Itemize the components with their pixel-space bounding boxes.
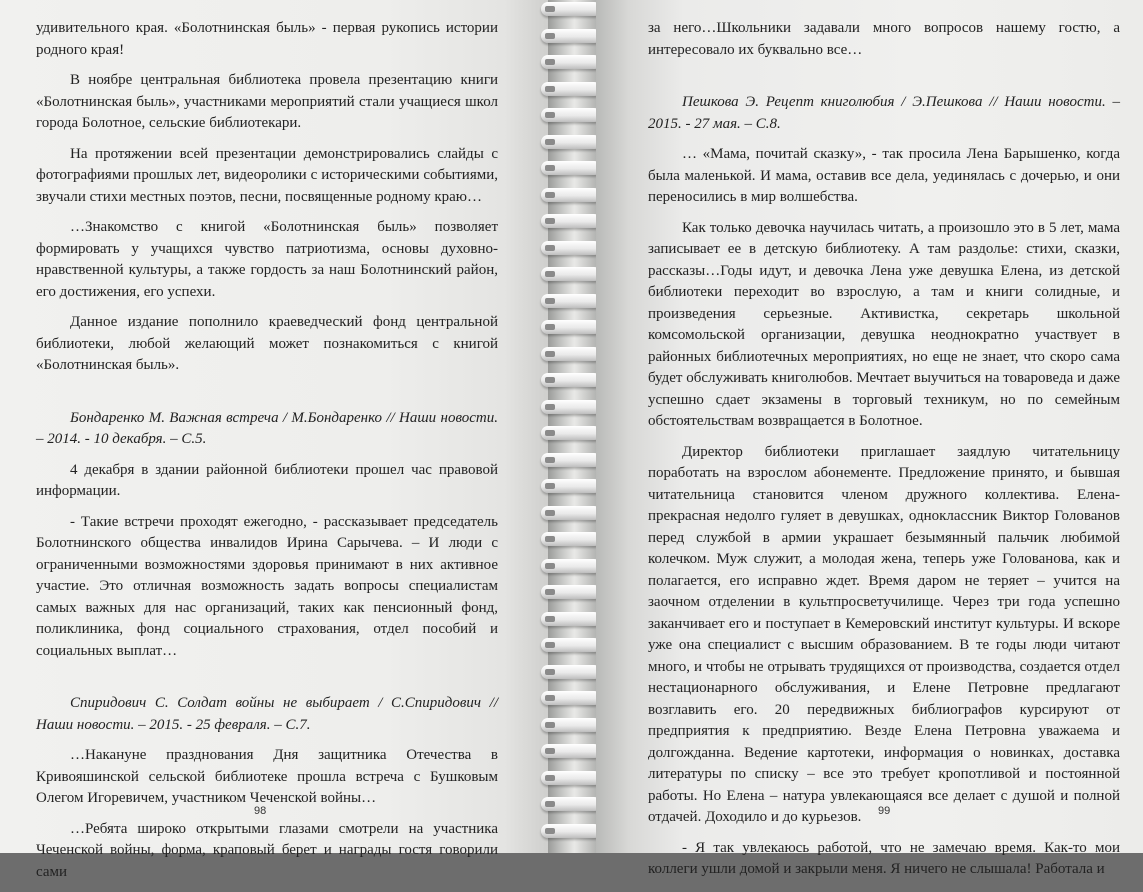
binding-ring (541, 453, 601, 467)
left-page (0, 0, 548, 880)
left-page-text (36, 18, 498, 892)
binding-ring (541, 744, 601, 758)
paragraph: 4 декабря в здании районной библиотеки прошел час правовой информации. (36, 461, 498, 499)
binding-ring (541, 55, 601, 69)
binding-ring (541, 400, 601, 414)
page-number: 99 (878, 805, 891, 817)
paragraph: за него…Школьники задавали много вопросов нашему гостю, а интересовало их буквально все… (648, 20, 1120, 58)
paragraph: …Ребята широко открытыми глазами смотрели на участника Чеченской войны, форма, краповый берет и награды гостя говорили сами (36, 820, 498, 880)
paragraph: удивительного края. «Болотнинская быль» - первая рукопись истории родного края! (36, 20, 498, 58)
right-page (596, 0, 1143, 877)
paragraph: Директор библиотеки приглашает заядлую читательницу поработать на взрослом абонементе. Предложение принято, и бывшая читательница становится членом дружного коллектива. Елена-прекрасная недолго гуляет в девушках, одноклассник Виктор Голованов перед службой в армии украшает безымянный пальчик любимой колечком. Муж служит, а молодая жена, теперь уже Голованова, как и полагается, его исправно ждет. Время даром не теряет – учится на заочном отделении в культпросветучилище. Через три года успешно заканчивает его и поступает в Кемеровский институт культуры. И вскоре уже она специалист с высшим образованием. В те годы люди читают много, и чтобы не отрывать трудящихся от производства, создается отдел нестационарного обслуживания, и Елене Петровне предлагают возглавить его. 20 передвижных библиографов курсируют от предприятия к предприятию. Везде Елена Петровна уважаема и долгожданна. Ведение картотеки, информация о новинках, доставка литературы по списку – все это требует кропотливой и постоянной работы. Но Елена – натура увлекающаяся все делает с душой и полной отдачей. Доходило и до курьезов. (648, 443, 1120, 825)
binding-ring (541, 426, 601, 440)
binding-ring (541, 797, 601, 811)
paragraph: …Знакомство с книгой «Болотнинская быль» позволяет формировать у учащихся чувство патриотизма, основы духовно-нравственной культуры, а также гордость за наш Болотнинский район, его достижения, его успехи. (36, 219, 498, 300)
binding-ring (541, 506, 601, 520)
binding-ring (541, 612, 601, 626)
binding-ring (541, 267, 601, 281)
paragraph: …Накануне празднования Дня защитника Отечества в Кривояшинской сельской библиотеке прошла встреча с Бушковым Олегом Игоревичем, участником Чеченской войны… (36, 747, 498, 806)
binding-ring (541, 718, 601, 732)
binding-ring (541, 638, 601, 652)
right-page-text (648, 18, 1120, 890)
paragraph: Как только девочка научилась читать, а произошло это в 5 лет, мама записывает ее в детскую библиотеку. А там раздолье: стихи, сказки, рассказы…Годы идут, и девочка Лена уже девушка Елена, из детской библиотеки переходит во взрослую, а там и книги солидные, и произведения серьезные. Активистка, секретарь школьной комсомольской организации, девушка неоднократно участвует в районных библиотечных мероприятиях, но еще не знает, что скоро сама будет обслуживать книголюбов. Мечтает выучиться на товароведа и даже успешно сдает экзамены в торговый техникум, но по семейным обстоятельствам возвращается в Болотное. (648, 219, 1120, 429)
binding-ring (541, 691, 601, 705)
binding-ring (541, 29, 601, 43)
binding-ring (541, 824, 601, 838)
binding-ring (541, 771, 601, 785)
citation: Пешкова Э. Рецепт книголюбия / Э.Пешкова // Наши новости. – 2015. - 27 мая. – С.8. (648, 94, 1120, 132)
binding-ring (541, 559, 601, 573)
binding-ring (541, 214, 601, 228)
paragraph: В ноябре центральная библиотека провела презентацию книги «Болотнинская быль», участниками мероприятий стали учащиеся школ города Болотное, сельские библиотекари. (36, 72, 498, 131)
binding-ring (541, 294, 601, 308)
binding-ring (541, 532, 601, 546)
binding-ring (541, 665, 601, 679)
paragraph: - Я так увлекаюсь работой, что не замечаю время. Как-то мои коллеги ушли домой и закрыли меня. Я ничего не слышала! Работала и (648, 839, 1120, 877)
binding-ring (541, 585, 601, 599)
paragraph: … «Мама, почитай сказку», - так просила Лена Барышенко, когда была маленькой. И мама, оставив все дела, уединялась с дочерью, и они переносились в мир волшебства. (648, 146, 1120, 205)
binding-ring (541, 347, 601, 361)
paragraph: - Такие встречи проходят ежегодно, - рассказывает председатель Болотнинского общества инвалидов Ирина Сарычева. – И люди с ограниченными возможностями здоровья принимают в них активное участие. Это отличная возможность задать вопросы специалистам самых важных для нас организаций, таких как пенсионный фонд, поликлиника, фонд социального страхования, отдел пособий и социальных выплат… (36, 513, 498, 659)
binding-ring (541, 188, 601, 202)
page-number: 98 (254, 805, 267, 817)
paragraph: Данное издание пополнило краеведческий фонд центральной библиотеки, любой желающий может познакомиться с книгой «Болотнинская быль». (36, 314, 498, 373)
paragraph: На протяжении всей презентации демонстрировались слайды с фотографиями прошлых лет, видеоролики с историческими событиями, звучали стихи местных поэтов, песни, посвященные родному краю… (36, 145, 498, 205)
binding-ring (541, 373, 601, 387)
binding-ring (541, 82, 601, 96)
binding-ring (541, 320, 601, 334)
citation: Спиридович С. Солдат войны не выбирает / С.Спиридович // Наши новости. – 2015. - 25 февраля. – С.7. (36, 695, 498, 733)
binding-ring (541, 161, 601, 175)
binding-ring (541, 479, 601, 493)
citation: Бондаренко М. Важная встреча / М.Бондаренко // Наши новости. – 2014. - 10 декабря. – С.5. (36, 409, 498, 447)
binding-ring (541, 108, 601, 122)
binding-ring (541, 2, 601, 16)
binding-ring (541, 135, 601, 149)
binding-ring (541, 241, 601, 255)
